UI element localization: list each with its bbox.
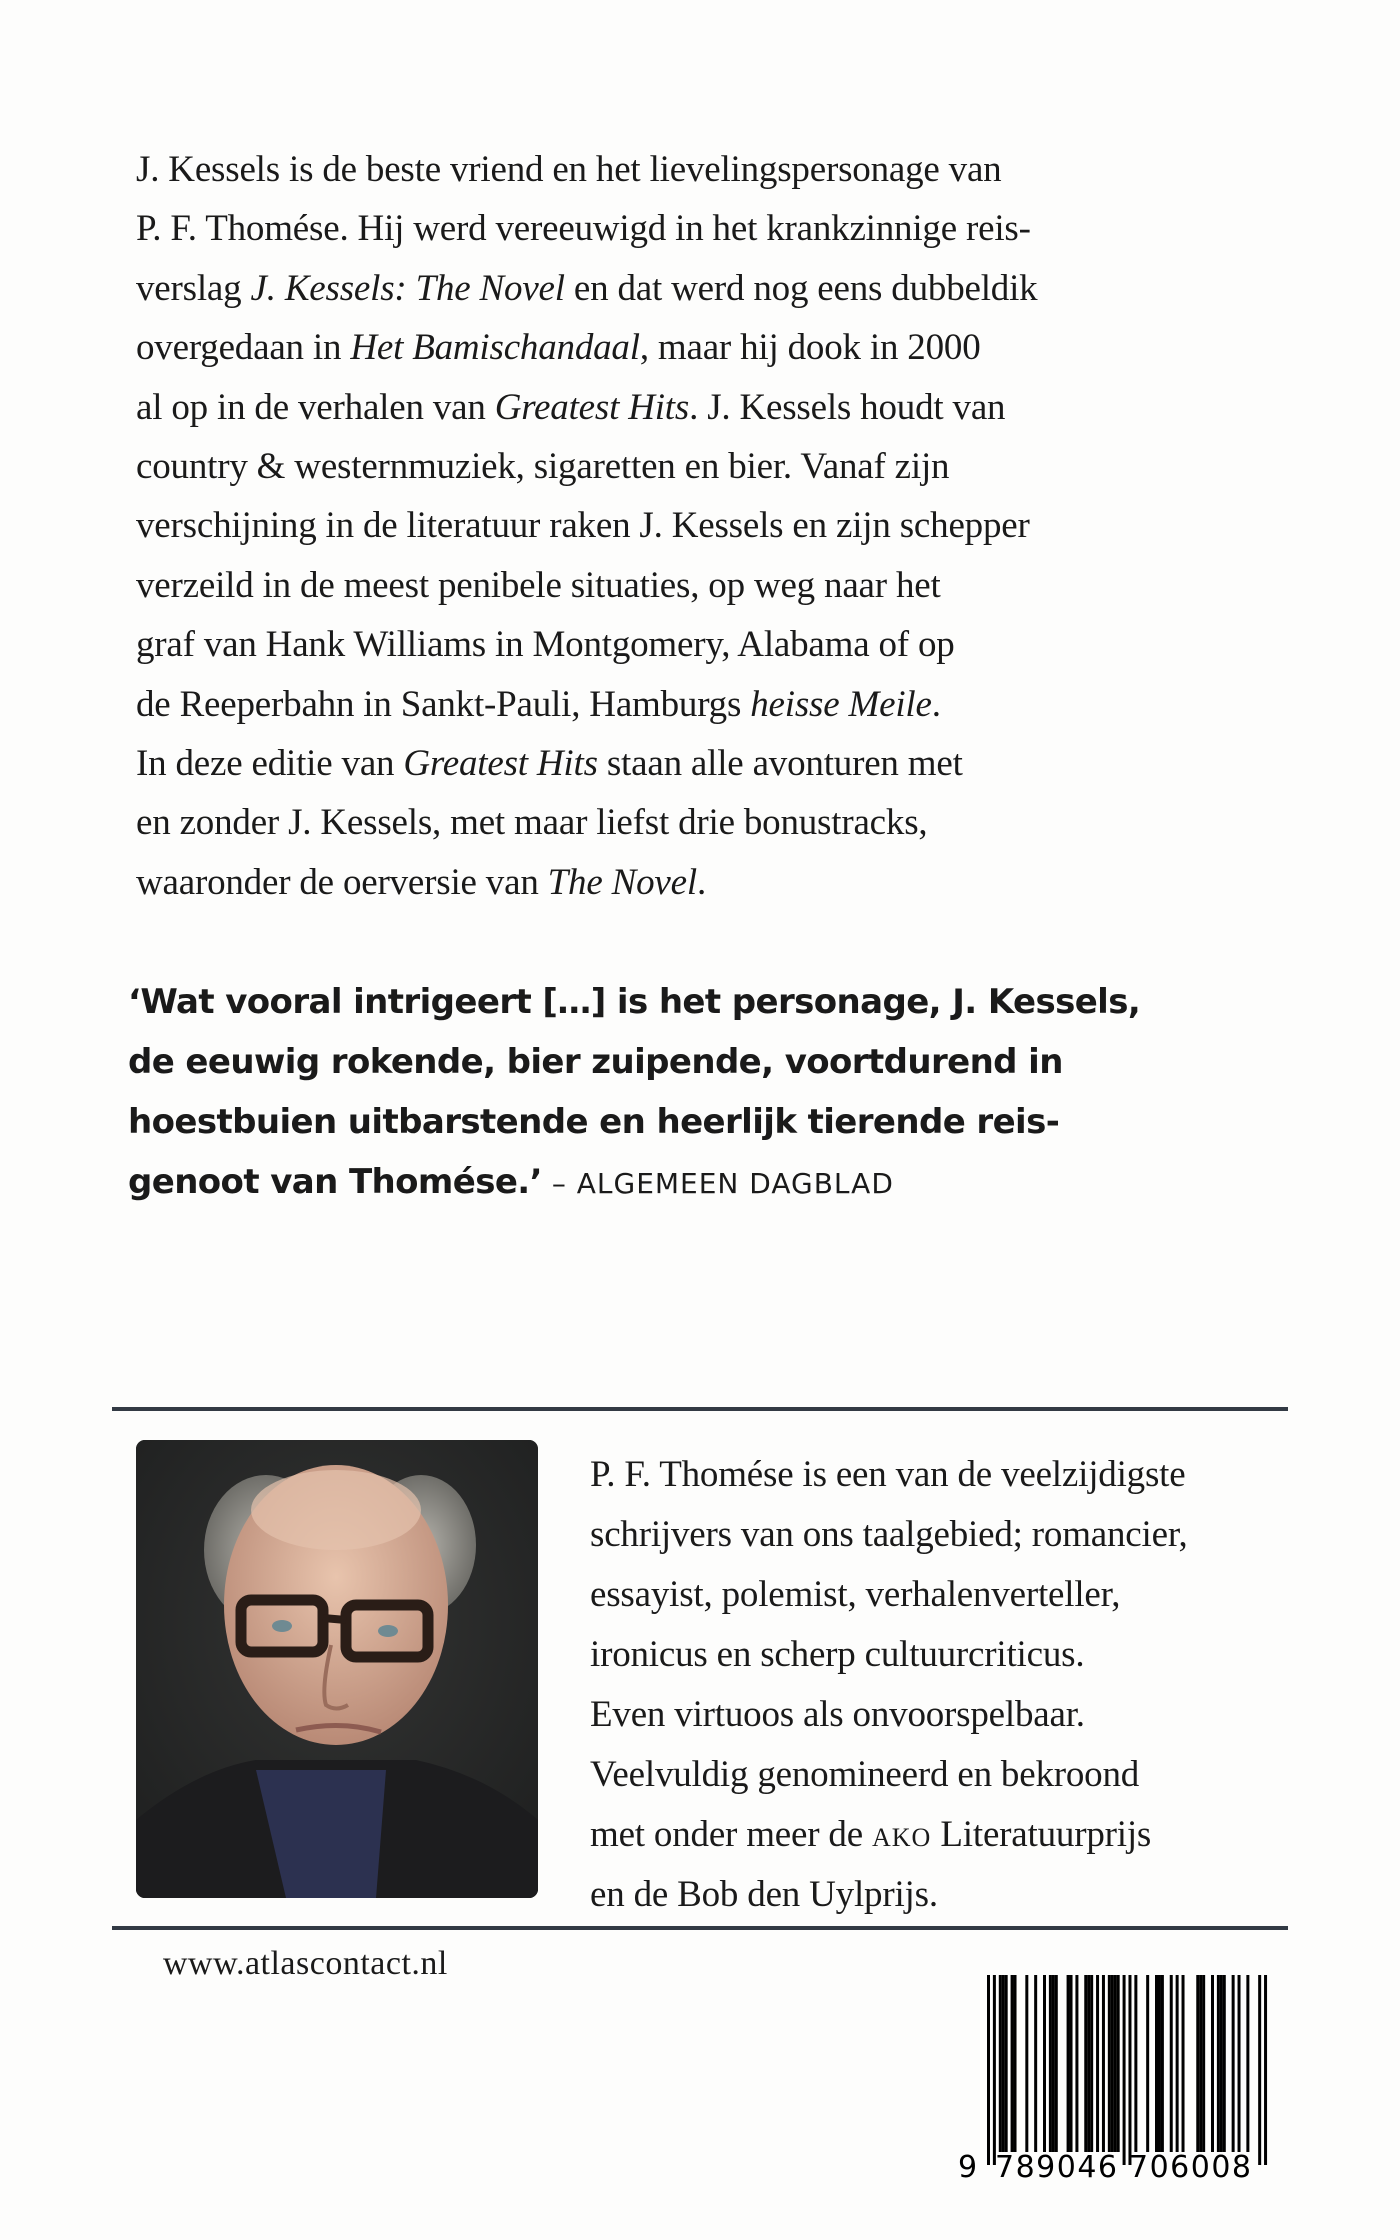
italic-title: heisse Meile (750, 683, 932, 725)
text-run: . J. Kessels houdt van (689, 386, 1006, 428)
text-run: waaronder de oerversie van (136, 861, 548, 903)
text-run: Veelvuldig genomineerd en bekroond (590, 1754, 1140, 1795)
text-run: overgedaan in (136, 327, 351, 369)
blurb-line (136, 199, 1286, 258)
text-run: en zonder J. Kessels, met maar liefst drie bonustracks, (136, 802, 928, 844)
text-run: Literatuurprijs (931, 1814, 1152, 1855)
blurb-line (136, 675, 1286, 734)
quote-text: genoot van Thomése.’ (128, 1162, 542, 1202)
blurb-line (136, 853, 1286, 912)
text-run: J. Kessels is de beste vriend en het lievelingspersonage van (136, 149, 1002, 190)
barcode-icon (955, 1975, 1275, 2185)
italic-title: Greatest Hits (403, 742, 598, 784)
text-run: graf van Hank Williams in Montgomery, Alabama of op (136, 624, 955, 666)
italic-title: The Novel (547, 861, 697, 903)
text-run: verschijning in de literatuur raken J. Kessels en zijn schepper (136, 505, 1030, 547)
bio-line (590, 1685, 1350, 1745)
isbn-left-digits: 789046 (995, 2150, 1117, 2185)
divider-bottom (112, 1926, 1288, 1930)
publisher-website-link[interactable]: www.atlascontact.nl (163, 1945, 448, 1982)
author-photo (136, 1440, 538, 1898)
blurb-line (136, 793, 1286, 852)
blurb-line (136, 318, 1286, 377)
bio-line (590, 1805, 1350, 1865)
text-run: de Reeperbahn in Sankt-Pauli, Hamburgs (136, 683, 751, 725)
bio-line (590, 1865, 1350, 1925)
quote-last-line (128, 1152, 1278, 1212)
text-run: verzeild in de meest penibele situaties, op weg naar het (136, 564, 941, 606)
text-run: , maar hij dook in 2000 (639, 327, 981, 369)
blurb-line (136, 734, 1286, 793)
text-run: P. F. Thomése. Hij werd vereeuwigd in het krankzinnige reis- (136, 208, 1031, 250)
isbn-barcode (955, 1975, 1275, 2185)
italic-title: Greatest Hits (494, 386, 690, 428)
text-run: schrijvers van ons taalgebied; romancier, (590, 1514, 1188, 1555)
text-run: verslag (136, 267, 251, 309)
blurb-line (136, 437, 1286, 496)
text-run: Even virtuoos als onvoorspelbaar. (590, 1694, 1085, 1735)
quote-source: ALGEMEEN DAGBLAD (576, 1167, 894, 1200)
blurb-line (136, 140, 1286, 199)
bio-line (590, 1745, 1350, 1805)
isbn-first-digit: 9 (958, 2150, 978, 2185)
isbn-right-digits: 706008 (1129, 2150, 1251, 2185)
blurb-paragraph (136, 140, 1286, 912)
bio-line (590, 1625, 1350, 1685)
italic-title: Het Bamischandaal (350, 327, 640, 369)
text-run: ironicus en scherp cultuurcriticus. (590, 1634, 1085, 1675)
quote-separator: – (541, 1167, 577, 1200)
text-run: en de Bob den Uylprijs. (590, 1874, 938, 1915)
text-run: en dat werd nog eens dubbeldik (564, 267, 1038, 309)
text-run: . (696, 861, 706, 903)
text-run: . (931, 683, 941, 725)
author-bio (590, 1445, 1350, 1925)
press-quote (128, 972, 1278, 1212)
quote-line: hoestbuien uitbarstende en heerlijk tierende reis- (128, 1102, 1060, 1142)
divider-top (112, 1407, 1288, 1411)
text-run: P. F. Thomése is een van de veelzijdigste (590, 1454, 1186, 1495)
text-run: met onder meer de (590, 1814, 872, 1855)
blurb-line (136, 259, 1286, 318)
quote-line: de eeuwig rokende, bier zuipende, voortdurend in (128, 1042, 1063, 1082)
text-run: staan alle avonturen met (597, 742, 963, 784)
smallcaps-text: ako (872, 1814, 932, 1855)
text-run: al op in de verhalen van (136, 386, 495, 428)
blurb-line (136, 556, 1286, 615)
quote-line: ‘Wat vooral intrigeert […] is het personage, J. Kessels, (128, 982, 1141, 1022)
bio-line (590, 1565, 1350, 1625)
blurb-line (136, 615, 1286, 674)
blurb-line (136, 496, 1286, 555)
text-run: country & westernmuziek, sigaretten en bier. Vanaf zijn (136, 445, 950, 487)
italic-title: J. Kessels: The Novel (250, 267, 565, 309)
bio-line (590, 1445, 1350, 1505)
blurb-line (136, 378, 1286, 437)
text-run: essayist, polemist, verhalenverteller, (590, 1574, 1121, 1615)
text-run: In deze editie van (136, 742, 404, 784)
author-portrait-icon (136, 1440, 538, 1898)
bio-line (590, 1505, 1350, 1565)
